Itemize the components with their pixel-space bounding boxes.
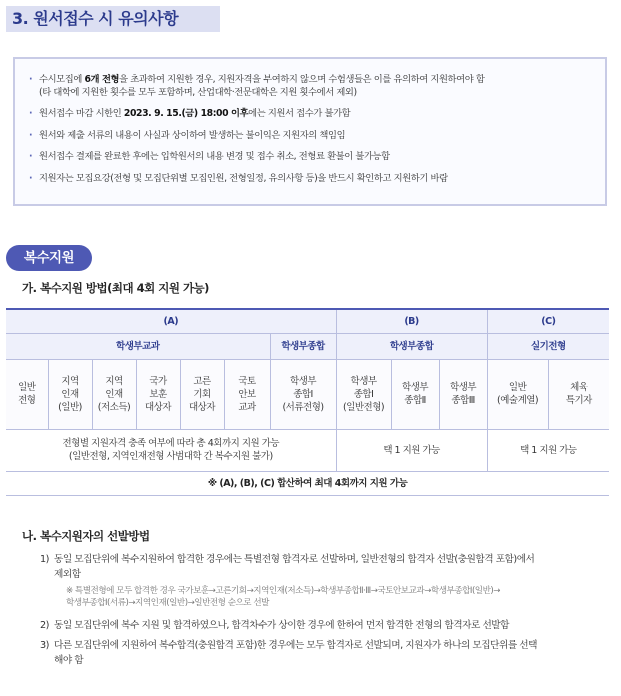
admission-type-cell: [270, 359, 336, 429]
item-text: 해야 함: [54, 655, 84, 666]
admission-type-line: 학생부: [290, 375, 317, 387]
admission-type-cell: [439, 359, 487, 429]
admission-type-cell: [391, 359, 439, 429]
notice-item: [29, 173, 595, 186]
admission-type-line: 학생부: [350, 375, 377, 387]
admission-type-line: (예술계열): [497, 395, 539, 406]
admission-type-line: 지역: [105, 375, 123, 387]
admission-type-line: 특기자: [565, 395, 592, 406]
admission-type-line: 일반: [18, 382, 36, 393]
admission-type-line: 종합Ⅲ: [451, 395, 475, 406]
selection-heading: 나. 복수지원자의 선발방법: [22, 529, 150, 543]
admission-type-line: 종합Ⅱ: [404, 395, 426, 406]
admission-type-line: 지역: [61, 375, 79, 387]
admission-type-line: 일반: [508, 382, 527, 393]
selection-item: [40, 552, 615, 582]
subgroup-header: 실기전형: [487, 333, 609, 359]
section-title: 3. 원서접수 시 유의사항: [6, 6, 220, 32]
admission-type-line: 학생부: [450, 382, 477, 393]
admission-type-line: (일반전형): [343, 401, 385, 413]
admission-type-cell: [92, 359, 136, 429]
notice-emphasis: 6개 전형: [84, 74, 120, 85]
selection-list: [40, 552, 615, 668]
admission-type-line: 인재: [61, 388, 79, 400]
notice-item: [29, 108, 595, 121]
rule-a-line2: (일반전형, 지역인재전형 사범대학 간 복수지원 불가): [68, 451, 273, 462]
notice-text: 원서접수 마감 시한인: [39, 108, 124, 119]
admission-type-line: 교과: [238, 401, 256, 413]
notice-text: 수시모집에: [39, 74, 85, 85]
admission-type-line: 종합Ⅰ: [293, 388, 313, 400]
item-text: 동일 모집단위에 복수지원하여 합격한 경우에는 특별전형 합격자로 선발하며, 일반전형의 합격자 선발(충원합격 포함)에서: [54, 554, 535, 565]
admission-type-line: 안보: [238, 388, 256, 400]
application-table: [6, 308, 609, 496]
group-a-header: (A): [6, 309, 336, 333]
admission-type-line: (저소득): [97, 401, 131, 413]
rule-c-cell: 택 1 지원 가능: [487, 429, 609, 471]
admission-type-cell: [487, 359, 548, 429]
notice-text: 지원자는 모집요강(전형 및 모집단위별 모집인원, 전형일정, 유의사항 등)을 반드시 확인하고 지원하기 바람: [39, 172, 448, 184]
notice-subtext: (타 대학에 지원한 횟수를 모두 포함하며, 산업대학·전문대학은 지원 횟수에서 제외): [39, 86, 357, 98]
admission-type-line: 국가: [149, 375, 167, 387]
notice-text: 원서접수 결제를 완료한 후에는 입학원서의 내용 변경 및 접수 취소, 전형료 환불이 불가능함: [39, 151, 390, 162]
notice-text: 에는 지원서 접수가 불가함: [248, 108, 351, 119]
method-heading: 가. 복수지원 방법(최대 4회 지원 가능): [22, 281, 209, 295]
admission-type-cell: [548, 359, 609, 429]
subgroup-header: 학생부종합: [336, 333, 487, 359]
notice-list: [15, 59, 605, 185]
rule-a-cell: [6, 429, 336, 471]
item-number: 1): [40, 554, 49, 565]
priority-note: [40, 585, 615, 609]
admission-type-cell: [336, 359, 391, 429]
admission-type-line: 종합Ⅰ: [353, 388, 374, 400]
subgroup-header: 학생부종합: [270, 333, 336, 359]
group-b-header: (B): [336, 309, 487, 333]
item-number: 2): [40, 620, 49, 631]
admission-type-line: 국토: [238, 375, 256, 387]
notice-item: [29, 151, 595, 164]
admission-type-cell: [6, 359, 48, 429]
admission-type-line: 전형: [18, 395, 36, 406]
admission-type-line: 대상자: [144, 401, 172, 413]
multiple-application-badge: 복수지원: [6, 245, 92, 271]
admission-type-line: 보훈: [149, 388, 167, 400]
item-text: 제외함: [54, 569, 81, 580]
item-text: 동일 모집단위에 복수 지원 및 합격하였으나, 합격차수가 상이한 경우에 한하여 먼저 합격한 전형의 합격자로 선발함: [54, 620, 510, 631]
item-text: 다른 모집단위에 지원하여 복수합격(충원합격 포함)한 경우에는 모두 합격자로 선발되며, 지원자가 하나의 모집단위를 선택: [54, 640, 537, 651]
rule-a-line1: 전형별 지원자격 충족 여부에 따라 총 4회까지 지원 가능: [62, 438, 280, 449]
admission-type-cell: [180, 359, 224, 429]
admission-type-cell: [224, 359, 270, 429]
admission-type-line: (서류전형): [282, 401, 324, 413]
admission-type-line: 기회: [193, 388, 211, 400]
selection-item: [40, 618, 615, 633]
notice-box: [13, 57, 607, 206]
rule-b-cell: 택 1 지원 가능: [336, 429, 487, 471]
subgroup-header: 학생부교과: [6, 333, 270, 359]
admission-type-cell: [136, 359, 180, 429]
admission-type-line: 학생부: [402, 382, 429, 393]
table-footer-note: ※ (A), (B), (C) 합산하여 최대 4회까지 지원 가능: [6, 471, 609, 495]
note-text: ※ 특별전형에 모두 합격한 경우 국가보훈→고른기회→지역인재(저소득)→학생부종합Ⅱ·Ⅲ→국토안보교과→학생부종합Ⅰ(일반)→: [66, 586, 500, 596]
notice-emphasis: 2023. 9. 15.(금) 18:00 이후: [123, 108, 249, 119]
note-text: 학생부종합Ⅰ(서류)→지역인재(일반)→일반전형 순으로 선발: [66, 598, 269, 608]
selection-item: [40, 638, 615, 668]
item-number: 3): [40, 640, 49, 651]
group-c-header: (C): [487, 309, 609, 333]
admission-type-line: 고른: [193, 375, 211, 387]
admission-type-cell: [48, 359, 92, 429]
notice-text: 을 초과하여 지원한 경우, 지원자격을 부여하지 않으며 수험생들은 이를 유의하여 지원하여야 함: [119, 74, 485, 85]
notice-item: [29, 130, 595, 143]
admission-type-line: 대상자: [188, 401, 216, 413]
admission-type-line: 인재: [105, 388, 123, 400]
notice-text: 원서와 제출 서류의 내용이 사실과 상이하여 발생하는 불이익은 지원자의 책임임: [39, 129, 346, 141]
admission-type-line: (일반): [58, 401, 82, 413]
notice-item: [29, 74, 595, 99]
admission-type-line: 체육: [570, 382, 588, 393]
